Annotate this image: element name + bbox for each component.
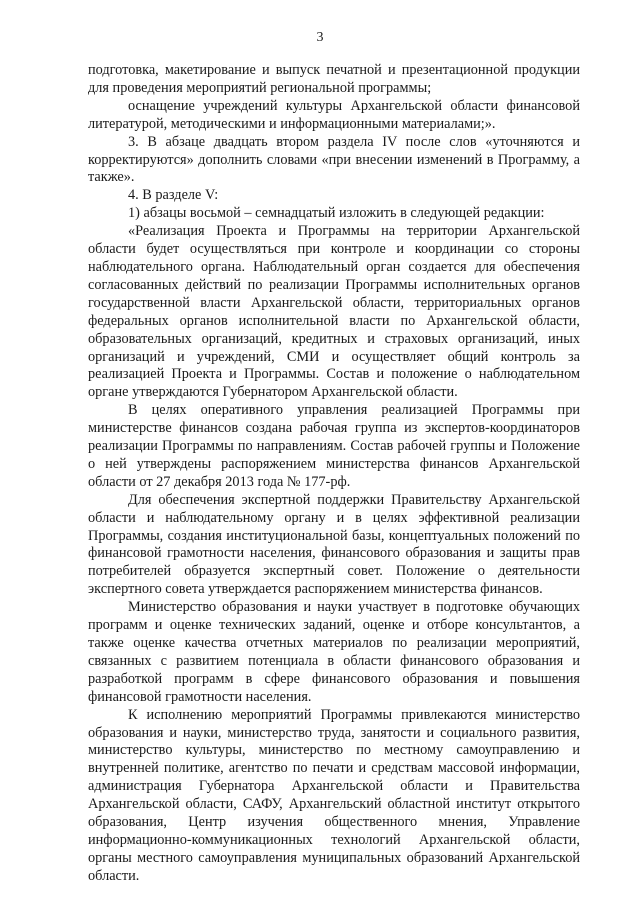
paragraph-2: оснащение учреждений культуры Архангельской области финансовой литературой, методическими и информационными материалами;». [88,97,580,132]
page-number: 3 [316,30,324,45]
paragraph-1: подготовка, макетирование и выпуск печатной и презентационной продукции для проведения мероприятий региональной программы; [88,62,580,96]
paragraph-6: «Реализация Проекта и Программы на территории Архангельской области будет осуществляться при контроле и координации со стороны наблюдательного органа. Наблюдательный орган создается для обеспечения согласованных действий по реализации Программы исполнительных органов государственной власти Архангельской области, территориальных органов федеральных органов исполнительной власти по Архангельской области, образовательных организаций, кредитных и страховых организаций, иных организаций и учреждений, СМИ и осуществляет общий контроль за реализацией Проекта и Программы. Состав и положение о наблюдательном органе утверждаются Губернатором Архангельской области. [88,223,580,401]
paragraph-8: Для обеспечения экспертной поддержки Правительству Архангельской области и наблюдательному органу и в целях эффективной реализации Программы, создания институциональной базы, концептуальных положений по финансовой грамотности населения, финансового образования и защиты прав потребителей образуется экспертный совет. Положение о деятельности экспертного совета утверждается распоряжением министерства финансов. [88,491,580,598]
paragraph-7: В целях оперативного управления реализацией Программы при министерстве финансов создана рабочая группа из экспертов-координаторов реализации Программы по направлениям. Состав рабочей группы и Положение о ней утверждены распоряжением министерства финансов Архангельской области от 27 декабря 2013 года № 177-рф. [88,402,580,490]
paragraph-3: 3. В абзаце двадцать втором раздела IV после слов «уточняются и корректируются» дополнить словами «при внесении изменений в Программу, а также». [88,133,580,186]
paragraph-9: Министерство образования и науки участвует в подготовке обучающих программ и оценке технических заданий, оценке и отборе консультантов, а также оценке качества отчетных материалов по реализации мероприятий, связанных с развитием потенциала в области финансового образования и разработкой программ в сфере финансового образования и повышения финансовой грамотности населения. [88,599,580,705]
paragraph-10: К исполнению мероприятий Программы привлекаются министерство образования и науки, министерство труда, занятости и социального развития, министерство культуры, министерство по местному самоуправлению и внутренней политике, агентство по печати и средствам массовой информации, администрация Губернатора Архангельской области и Правительства Архангельской области, САФУ, Архангельский областной институт открытого образования, Центр изучения общественного мнения, Управление информационно-коммуникационных технологий Архангельской области, органы местного самоуправления муниципальных образований Архангельской области. [88,706,580,884]
paragraph-4: 4. В разделе V: [128,187,219,204]
document-body [88,62,580,886]
paragraph-5: 1) абзацы восьмой – семнадцатый изложить в следующей редакции: [128,205,545,222]
